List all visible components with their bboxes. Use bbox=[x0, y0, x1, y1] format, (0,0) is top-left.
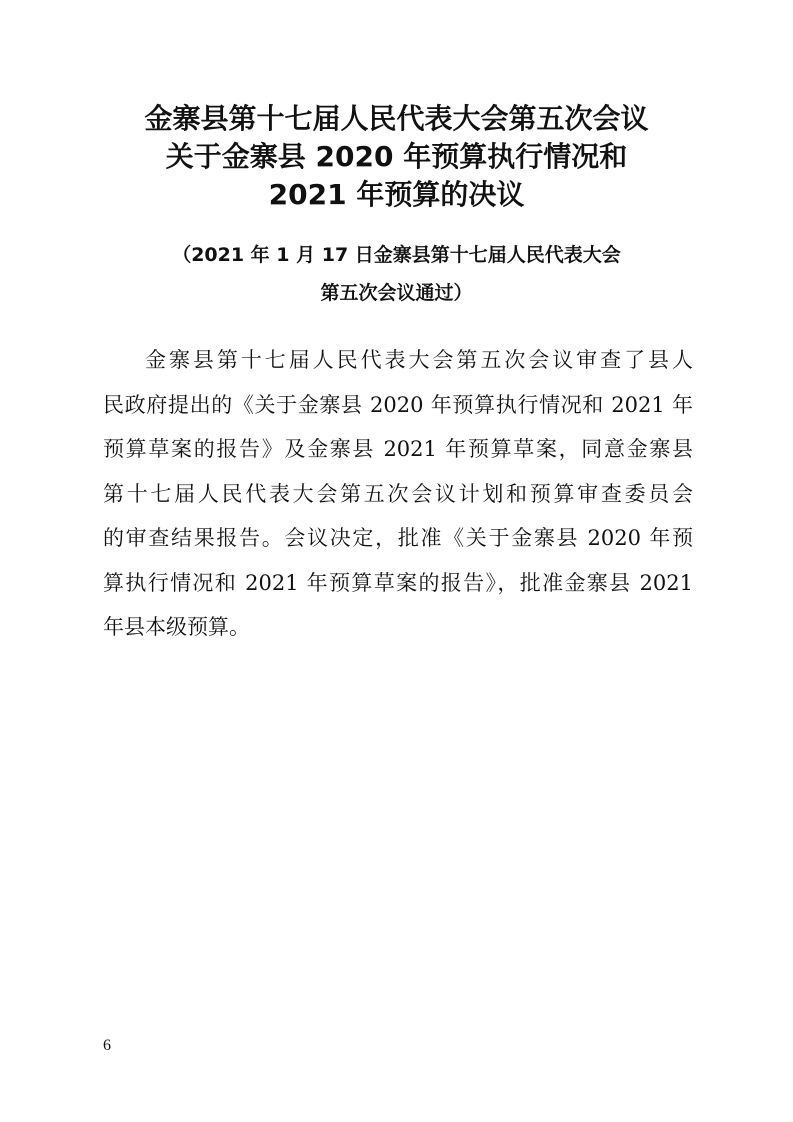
adoption-note-line-1: （2021 年 1 月 17 日金寨县第十七届人民代表大会 bbox=[172, 244, 621, 266]
page-number: 6 bbox=[103, 1037, 111, 1054]
document-title bbox=[0, 100, 793, 214]
title-line-2: 关于金寨县 2020 年预算执行情况和 bbox=[165, 140, 628, 173]
body-line-4: 第十七届人民代表大会第五次会议计划和预算审查委员会 bbox=[103, 481, 693, 506]
body-line-5: 的审查结果报告。会议决定，批准《关于金寨县 2020 年预 bbox=[103, 526, 693, 550]
body-line-1: 金寨县第十七届人民代表大会第五次会议审查了县人 bbox=[145, 348, 693, 372]
title-line-1: 金寨县第十七届人民代表大会第五次会议 bbox=[144, 102, 649, 135]
body-line-6: 算执行情况和 2021 年预算草案的报告》，批准金寨县 2021 bbox=[103, 570, 693, 595]
title-line-3: 2021 年预算的决议 bbox=[268, 178, 525, 211]
body-line-2: 民政府提出的《关于金寨县 2020 年预算执行情况和 2021 年 bbox=[103, 392, 693, 417]
body-line-7: 年县本级预算。 bbox=[103, 615, 250, 639]
resolution-body bbox=[103, 338, 693, 650]
body-line-3: 预算草案的报告》及金寨县 2021 年预算草案，同意金寨县 bbox=[103, 437, 693, 461]
adoption-note bbox=[0, 236, 793, 312]
adoption-note-line-2: 第五次会议通过） bbox=[320, 282, 473, 304]
